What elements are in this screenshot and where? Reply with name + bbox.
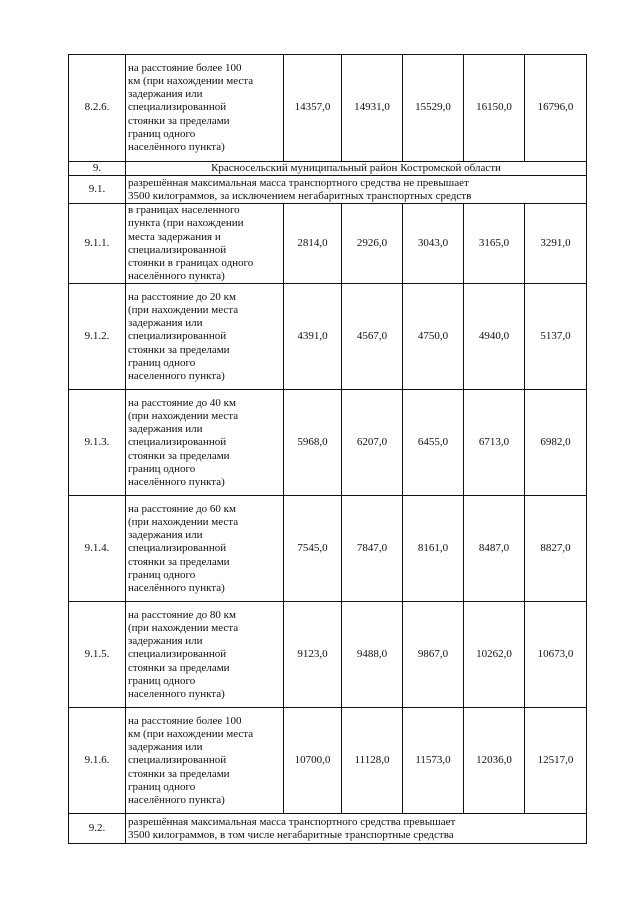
- tariff-value-3: 3043,0: [403, 204, 464, 284]
- tariff-value-1: 14357,0: [284, 55, 342, 162]
- table-body: [69, 55, 587, 844]
- tariff-value-5: 6982,0: [525, 390, 587, 496]
- description-line: в границах населенного: [128, 204, 240, 217]
- row-description: [126, 204, 284, 284]
- tariff-value-2: 9488,0: [342, 602, 403, 708]
- tariff-value-1: 9123,0: [284, 602, 342, 708]
- document-page: [68, 54, 586, 844]
- description-line: на расстояние до 80 км: [128, 608, 236, 621]
- tariff-value-1: 10700,0: [284, 708, 342, 814]
- tariff-value-2: 14931,0: [342, 55, 403, 162]
- tariff-value-2: 4567,0: [342, 284, 403, 390]
- tariff-value-3: 6455,0: [403, 390, 464, 496]
- tariff-value-1: 2814,0: [284, 204, 342, 284]
- tariff-value-3: 8161,0: [403, 496, 464, 602]
- description-line: (при нахождении места: [128, 409, 239, 422]
- description-line: (при нахождении места: [128, 303, 239, 316]
- row-description: [126, 284, 284, 390]
- description-line: стоянки за пределами: [128, 767, 230, 780]
- description-line: км (при нахождении места: [128, 74, 254, 87]
- description-line: специализированной: [128, 243, 227, 256]
- description-line: на расстояние до 20 км: [128, 290, 236, 303]
- description-line: на расстояние более 100: [128, 61, 242, 74]
- tariff-value-5: 12517,0: [525, 708, 587, 814]
- section-title-line: Красносельский муниципальный район Костромской области: [211, 162, 501, 174]
- description-line: задержания или: [128, 529, 203, 542]
- tariff-value-4: 16150,0: [464, 55, 525, 162]
- tariff-value-5: 16796,0: [525, 55, 587, 162]
- description-line: населённого пункта): [128, 270, 225, 283]
- table-row: [69, 708, 587, 814]
- description-line: км (при нахождении места: [128, 727, 254, 740]
- description-line: специализированной: [128, 542, 227, 555]
- row-number: 9.2.: [69, 814, 126, 844]
- description-line: пункта (при нахождении: [128, 217, 244, 230]
- tariff-value-2: 2926,0: [342, 204, 403, 284]
- description-line: (при нахождении места: [128, 515, 239, 528]
- row-number: 9.: [69, 162, 126, 176]
- tariff-value-4: 8487,0: [464, 496, 525, 602]
- row-number: 9.1.2.: [69, 284, 126, 390]
- tariff-value-5: 10673,0: [525, 602, 587, 708]
- tariff-value-2: 7847,0: [342, 496, 403, 602]
- section-title-line: 3500 килограммов, за исключением негабаритных транспортных средств: [128, 189, 472, 202]
- table-row: [69, 55, 587, 162]
- description-line: (при нахождении места: [128, 621, 239, 634]
- row-number: 9.1.4.: [69, 496, 126, 602]
- section-title: [126, 814, 587, 844]
- section-title: [126, 176, 587, 204]
- description-line: стоянки за пределами: [128, 449, 230, 462]
- description-line: на расстояние более 100: [128, 714, 242, 727]
- tariff-value-4: 12036,0: [464, 708, 525, 814]
- table-row: [69, 496, 587, 602]
- table-row: [69, 284, 587, 390]
- section-row: [69, 162, 587, 176]
- description-line: населённого пункта): [128, 581, 225, 594]
- tariff-value-4: 4940,0: [464, 284, 525, 390]
- description-line: стоянки в границах одного: [128, 257, 254, 270]
- tariff-value-1: 7545,0: [284, 496, 342, 602]
- description-line: стоянки за пределами: [128, 661, 230, 674]
- description-line: границ одного: [128, 780, 196, 793]
- description-line: стоянки за пределами: [128, 343, 230, 356]
- tariff-value-1: 4391,0: [284, 284, 342, 390]
- description-line: специализированной: [128, 648, 227, 661]
- section-row: [69, 176, 587, 204]
- row-number: 9.1.6.: [69, 708, 126, 814]
- description-line: населённого пункта): [128, 475, 225, 488]
- description-line: границ одного: [128, 127, 196, 140]
- description-line: специализированной: [128, 330, 227, 343]
- tariff-value-4: 10262,0: [464, 602, 525, 708]
- section-row: [69, 814, 587, 844]
- description-line: специализированной: [128, 754, 227, 767]
- row-number: 9.1.1.: [69, 204, 126, 284]
- description-line: стоянки за пределами: [128, 555, 230, 568]
- tariff-value-3: 9867,0: [403, 602, 464, 708]
- description-line: специализированной: [128, 101, 227, 114]
- description-line: на расстояние до 40 км: [128, 396, 236, 409]
- description-line: границ одного: [128, 568, 196, 581]
- description-line: специализированной: [128, 436, 227, 449]
- row-description: [126, 602, 284, 708]
- description-line: населенного пункта): [128, 369, 225, 382]
- table-row: [69, 390, 587, 496]
- row-number: 9.1.3.: [69, 390, 126, 496]
- description-line: стоянки за пределами: [128, 114, 230, 127]
- section-title: [126, 162, 587, 176]
- tariff-value-5: 3291,0: [525, 204, 587, 284]
- row-description: [126, 496, 284, 602]
- description-line: границ одного: [128, 462, 196, 475]
- row-description: [126, 390, 284, 496]
- tariff-value-2: 6207,0: [342, 390, 403, 496]
- tariff-value-5: 8827,0: [525, 496, 587, 602]
- row-description: [126, 708, 284, 814]
- row-number: 9.1.5.: [69, 602, 126, 708]
- description-line: населенного пункта): [128, 687, 225, 700]
- tariff-value-4: 6713,0: [464, 390, 525, 496]
- row-number: 8.2.6.: [69, 55, 126, 162]
- description-line: задержания или: [128, 88, 203, 101]
- tariff-value-3: 4750,0: [403, 284, 464, 390]
- tariff-value-5: 5137,0: [525, 284, 587, 390]
- description-line: задержания или: [128, 635, 203, 648]
- tariff-value-2: 11128,0: [342, 708, 403, 814]
- description-line: задержания или: [128, 423, 203, 436]
- description-line: задержания или: [128, 317, 203, 330]
- description-line: населённого пункта): [128, 141, 225, 153]
- table-row: [69, 204, 587, 284]
- tariff-table: [68, 54, 587, 844]
- description-line: границ одного: [128, 674, 196, 687]
- description-line: задержания или: [128, 741, 203, 754]
- description-line: места задержания и: [128, 230, 221, 243]
- tariff-value-3: 15529,0: [403, 55, 464, 162]
- section-title-line: 3500 килограммов, в том числе негабаритные транспортные средства: [128, 828, 454, 841]
- tariff-value-4: 3165,0: [464, 204, 525, 284]
- tariff-value-3: 11573,0: [403, 708, 464, 814]
- tariff-value-1: 5968,0: [284, 390, 342, 496]
- description-line: на расстояние до 60 км: [128, 502, 236, 515]
- section-title-line: разрешённая максимальная масса транспортного средства превышает: [128, 815, 456, 828]
- description-line: населённого пункта): [128, 793, 225, 806]
- row-description: [126, 55, 284, 162]
- table-row: [69, 602, 587, 708]
- description-line: границ одного: [128, 356, 196, 369]
- row-number: 9.1.: [69, 176, 126, 204]
- section-title-line: разрешённая максимальная масса транспортного средства не превышает: [128, 176, 469, 189]
